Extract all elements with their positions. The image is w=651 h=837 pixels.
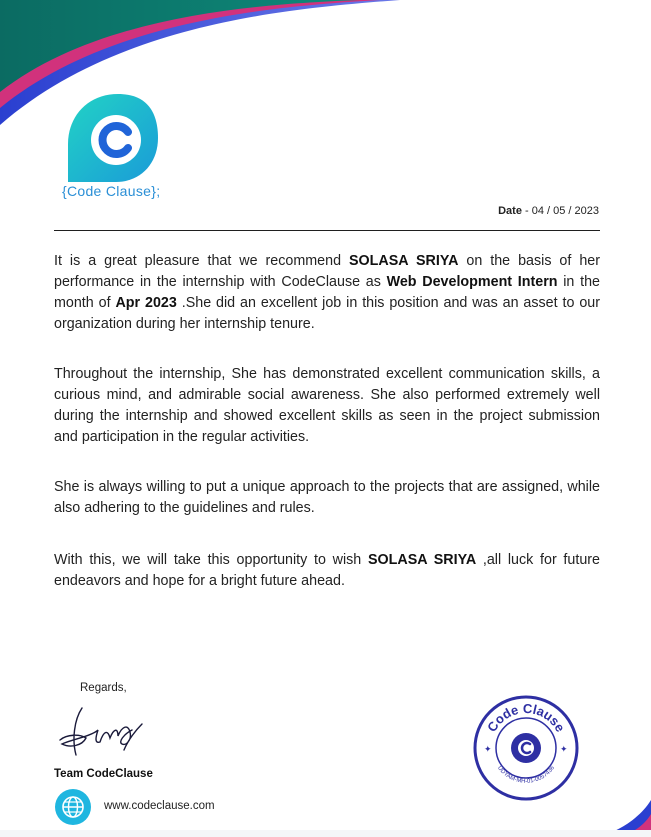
company-website: www.codeclause.com: [104, 800, 215, 812]
company-name-logo-text: {Code Clause};: [62, 183, 161, 199]
letter-paragraph-wishes: With this, we will take this opportunity to wish SOLASA SRIYA ,all luck for future endeavors and hope for a bright future ahead.: [54, 552, 600, 589]
intern-name: SOLASA SRIYA: [349, 253, 459, 269]
letter-paragraph-approach: She is always willing to put a unique approach to the projects that are assigned, while also adhering to the guidelines and rules.: [54, 479, 600, 516]
svg-text:✦: ✦: [484, 745, 492, 755]
signatory-team: Team CodeClause: [54, 768, 153, 780]
internship-month: Apr 2023: [115, 295, 177, 311]
svg-text:UDYAM-MH-01-0057436: UDYAM-MH-01-0057436: [495, 765, 557, 785]
svg-text:Code Clause: Code Clause: [484, 700, 569, 735]
signature-icon: [52, 700, 147, 762]
company-seal-icon: [473, 695, 579, 801]
header-divider: [54, 230, 600, 231]
intern-role: Web Development Intern: [386, 274, 558, 290]
globe-icon: [54, 788, 92, 826]
svg-text:✦: ✦: [560, 745, 568, 755]
footer-band: [0, 830, 651, 837]
letter-paragraph-recommendation: It is a great pleasure that we recommend SOLASA SRIYA on the basis of her performance in the internship with CodeClause as Web Development Intern in the month of Apr 2023 .She did an excellent job in this position and was an asset to our organization during her internship tenure.: [54, 253, 601, 332]
intern-name: SOLASA SRIYA: [368, 552, 477, 568]
letter-date: Date - 04 / 05 / 2023: [498, 205, 599, 217]
closing-regards: Regards,: [80, 682, 127, 694]
letter-paragraph-performance: Throughout the internship, She has demonstrated excellent communication skills, a curious mind, and admirable social awareness. She also performed extremely well during the internship and showed excellent skills as seen in the project submission and participation in the regular activities.: [54, 366, 600, 445]
